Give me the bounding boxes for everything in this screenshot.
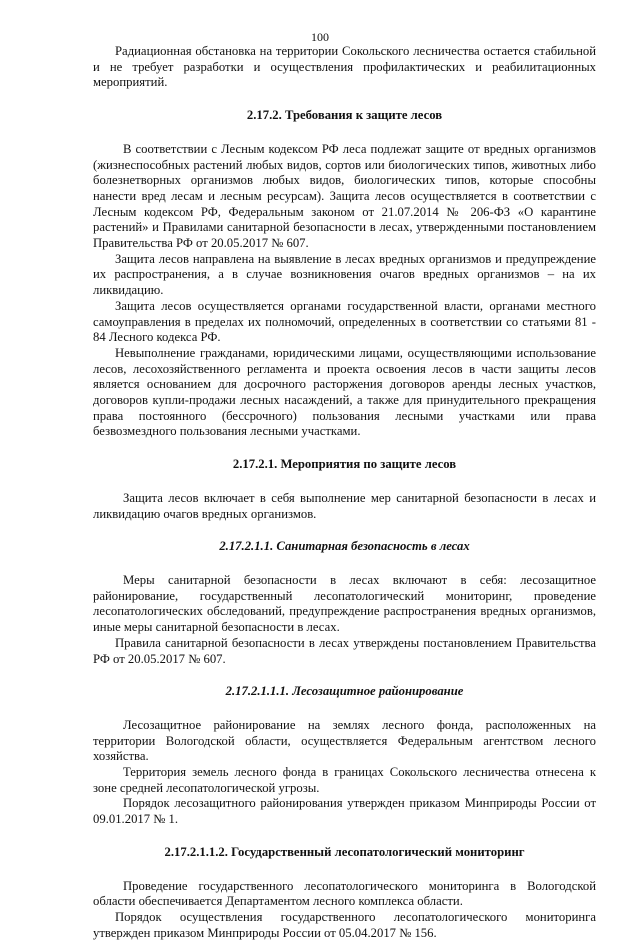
paragraph: Проведение государственного лесопатологического мониторинга в Вологодской области обеспечивается Департаментом лесного комплекса области. [93,878,596,909]
paragraph: Порядок осуществления государственного лесопатологического мониторинга утвержден приказом Минприроды России от 05.04.2017 № 156. [93,909,596,940]
section-heading-text: 2.17.2.1.1.1. Лесозащитное районирование [225,684,464,699]
section-heading: 2.17.2.1.1.2. Государственный лесопатологический мониторинг [164,844,525,859]
paragraph: В соответствии с Лесным кодексом РФ леса подлежат защите от вредных организмов (жизнеспособных растений любых видов, сортов или биологических типов, животных либо болезнетворных организмов любых видов, биологических типов, которые способны нанести вред лесам и лесным ресурсам). Защита лесов осуществляется в соответствии с Лесным кодексом РФ, Федеральным законом от 21.07.2014 № 206-ФЗ «О карантине растений» и Правилами санитарной безопасности в лесах, утвержденными постановлением Правительства РФ от 20.05.2017 № 607. [93,141,596,251]
page-number: 100 [311,30,329,44]
paragraph: Порядок лесозащитного районирования утвержден приказом Минприроды России от 09.01.2017 № 1. [93,796,596,827]
section-heading [93,539,596,555]
paragraph: Невыполнение гражданами, юридическими лицами, осуществляющими использование лесов, лесохозяйственного регламента и проекта освоения лесов в части защиты лесов является основанием для досрочного расторжения договоров аренды лесных участков, договоров купли-продажи лесных насаждений, а также для принудительного прекращения права постоянного (бессрочного) пользования лесными участками или права безвозмездного пользования лесными участками. [93,345,596,439]
paragraph: Территория земель лесного фонда в границах Сокольского лесничества отнесена к зоне средней лесопатологической угрозы. [93,765,596,795]
paragraph: Меры санитарной безопасности в лесах включают в себя: лесозащитное районирование, государственный лесопатологический мониторинг, проведение лесопатологических обследований, предупреждение распространения вредных организмов, иные меры санитарной безопасности в лесах. [93,572,596,635]
paragraph: Лесозащитное районирование на землях лесного фонда, расположенных на территории Вологодской области, осуществляется Федеральным агентством лесного хозяйства. [93,717,596,764]
paragraph: Защита лесов осуществляется органами государственной власти, органами местного самоуправления в пределах их полномочий, определенных в соответствии со статьями 81 - 84 Лесного кодекса РФ. [93,298,596,345]
paragraph: Защита лесов направлена на выявление в лесах вредных организмов и предупреждение их распространения, а в случае возникновения очагов вредных организмов – на их ликвидацию. [93,251,596,298]
paragraph: Радиационная обстановка на территории Сокольского лесничества остается стабильной и не требует разработки и осуществления профилактических и реабилитационных мероприятий. [93,44,596,90]
document-body [93,44,596,941]
paragraph: Защита лесов включает в себя выполнение мер санитарной безопасности в лесах и ликвидацию очагов вредных организмов. [93,490,596,521]
section-heading-text: 2.17.2.1.1. Санитарная безопасность в лесах [219,539,470,554]
paragraph: Правила санитарной безопасности в лесах утверждены постановлением Правительства РФ от 20.05.2017 № 607. [93,635,596,666]
section-heading: 2.17.2. Требования к защите лесов [246,108,443,123]
section-heading [93,684,596,700]
section-heading: 2.17.2.1. Мероприятия по защите лесов [232,457,457,472]
